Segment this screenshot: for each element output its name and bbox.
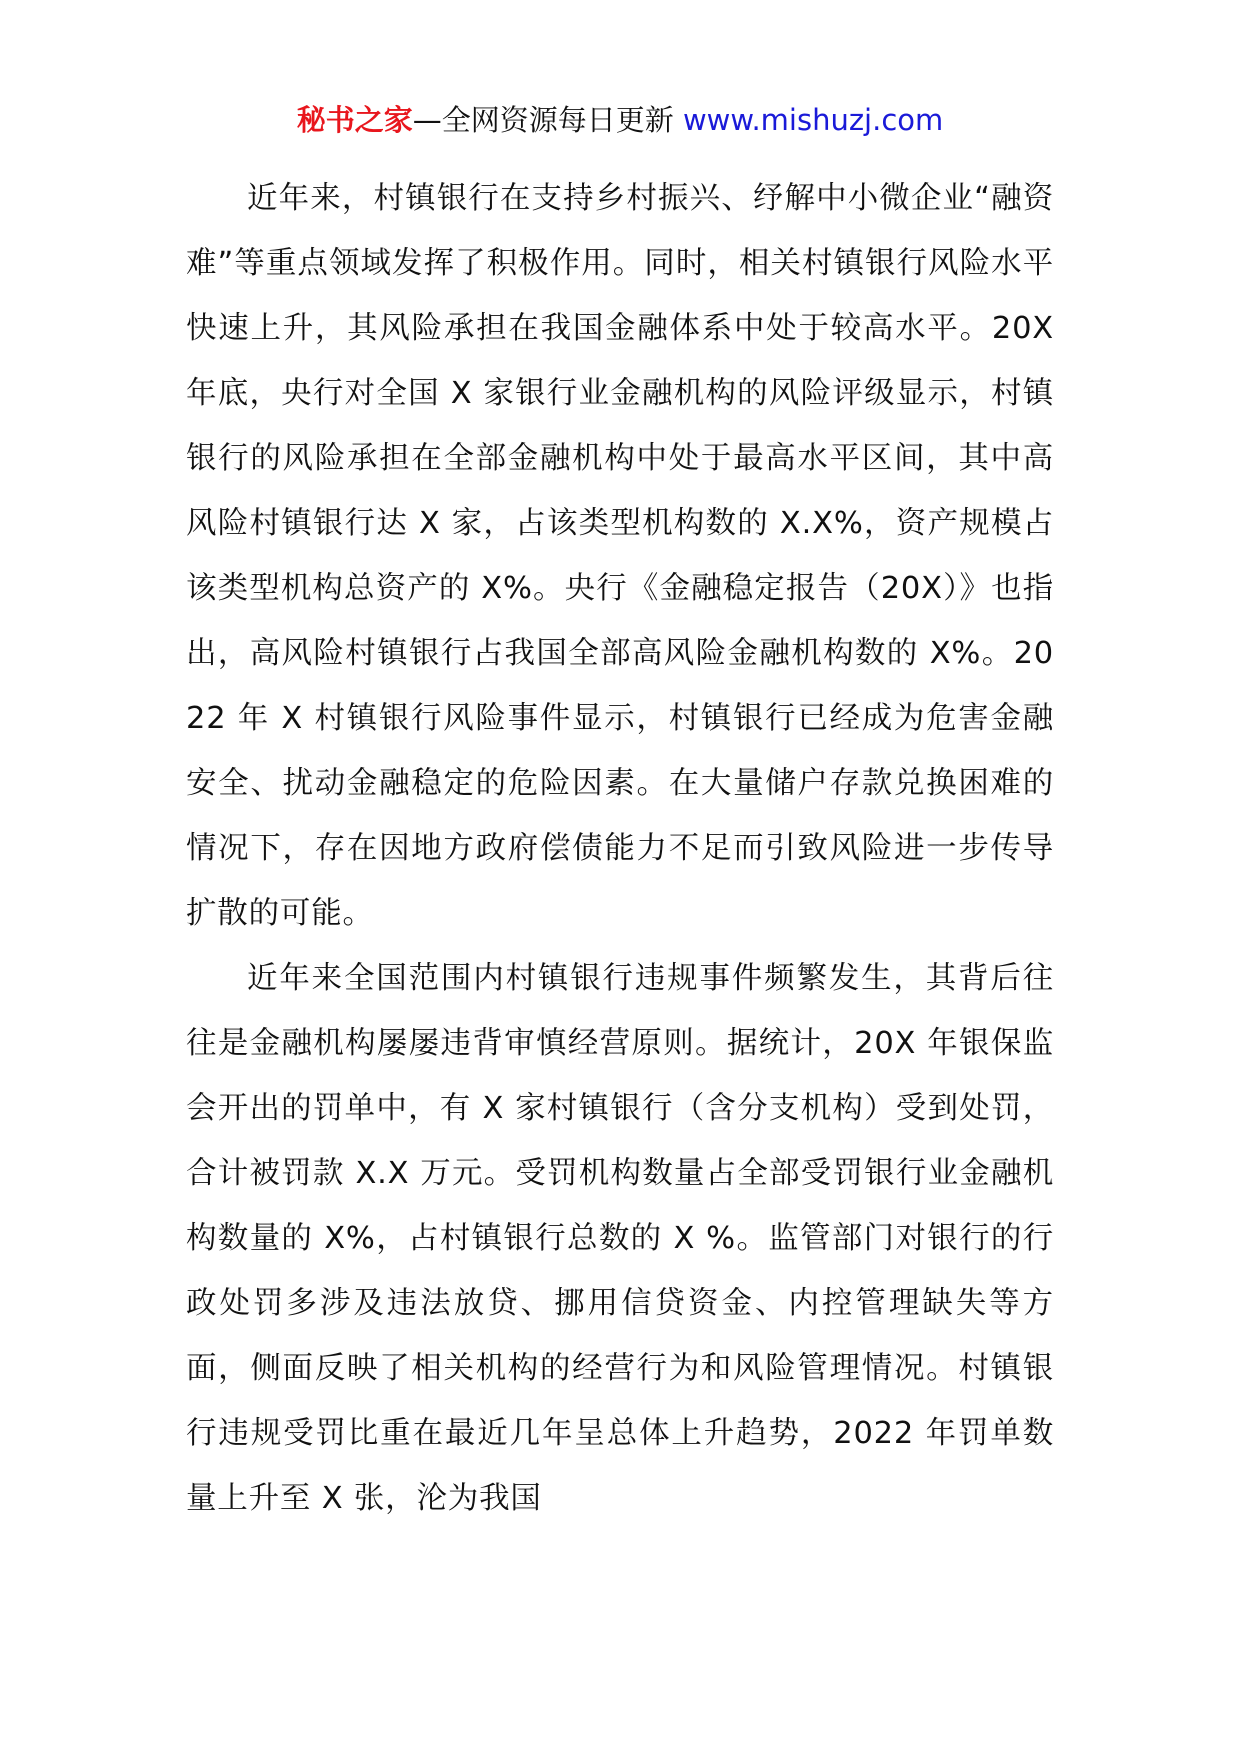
brand-name: 秘书之家 [296, 103, 413, 137]
document-body [186, 166, 1054, 1531]
paragraph-2: 近年来全国范围内村镇银行违规事件频繁发生，其背后往往是金融机构屡屡违背审慎经营原则。据统计，20X 年银保监会开出的罚单中，有 X 家村镇银行（含分支机构）受到处罚，合计被罚款 X.X 万元。受罚机构数量占全部受罚银行业金融机构数量的 X%，占村镇银行总数的 X %。监管部门对银行的行政处罚多涉及违法放贷、挪用信贷资金、内控管理缺失等方面，侧面反映了相关机构的经营行为和风险管理情况。村镇银行违规受罚比重在最近几年呈总体上升趋势，2022 年罚单数量上升至 X 张，沦为我国 [186, 961, 1054, 1516]
header-tagline: —全网资源每日更新 [412, 103, 674, 137]
paragraph-1: 近年来，村镇银行在支持乡村振兴、纾解中小微企业“融资难”等重点领域发挥了积极作用。同时，相关村镇银行风险水平快速上升，其风险承担在我国金融体系中处于较高水平。20X 年底，央行对全国 X 家银行业金融机构的风险评级显示，村镇银行的风险承担在全部金融机构中处于最高水平区间，其中高风险村镇银行达 X 家，占该类型机构数的 X.X%，资产规模占该类型机构总资产的 X%。央行《金融稳定报告（20X）》也指出，高风险村镇银行占我国全部高风险金融机构数的 X%。2022 年 X 村镇银行风险事件显示，村镇银行已经成为危害金融安全、扰动金融稳定的危险因素。在大量储户存款兑换困难的情况下，存在因地方政府偿债能力不足而引致风险进一步传导扩散的可能。 [186, 181, 1054, 931]
site-url-link[interactable]: www.mishuzj.com [682, 103, 944, 137]
site-header [0, 100, 1240, 140]
